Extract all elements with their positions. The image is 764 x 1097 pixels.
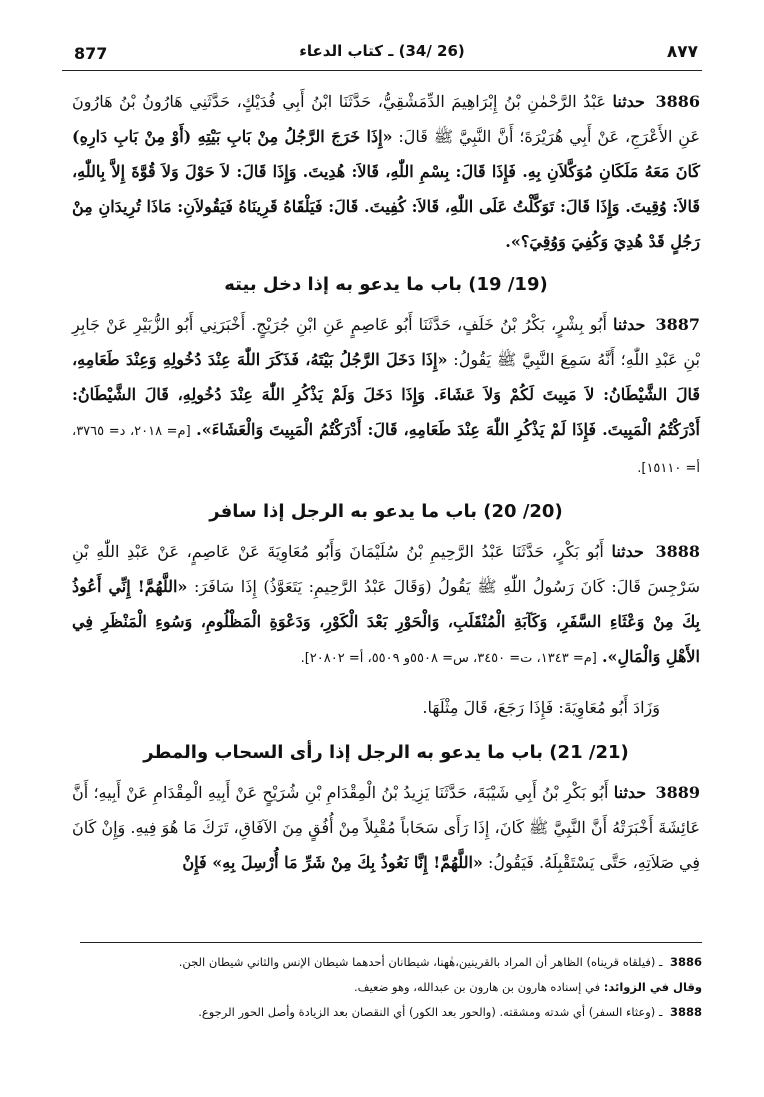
hadith-3889: [72, 775, 700, 880]
footnote-divider: [80, 942, 702, 943]
footnote-text: في إسناده هارون بن هارون بن عبدالله، وهو ضعيف.: [354, 980, 601, 994]
hadith-number: 3887: [655, 315, 701, 334]
hadith-3887: [72, 307, 700, 486]
footnote: [80, 1000, 702, 1025]
hadith-number: 3889: [655, 783, 700, 802]
isnad: أَبُو بِشْرٍ، بَكْرُ بْنُ خَلَفٍ، حَدَّثَنَا أَبُو عَاصِمٍ عَنِ ابْنِ جُرَيْجٍ. أَخْبَرَنِي أَبُو الزُّبَيْرِ عَنْ جَابِرِ بْنِ عَبْدِ اللّٰهِ؛ أَنَّهُ سَمِعَ النَّبِيَّ ﷺ يَقُولُ:: [72, 315, 701, 369]
isnad: أَبُو بَكْرِ بْنُ أَبِي شَيْبَةَ، حَدَّثَنَا يَزِيدُ بْنُ الْمِقْدَامِ بْنِ شُرَيْحٍ عَنْ أَبِيهِ الْمِقْدَامِ عَنْ أَبِيهِ؛ أَنَّ عَائِشَةَ أَخْبَرَتْهُ أَنَّ النَّبِيَّ ﷺ كَانَ، إِذَا رَأَى سَحَاباً مُقْبِلاً مِنْ أُفُقٍ مِنَ الآفَاقِ، تَرَكَ مَا هُوَ فِيهِ. وَإِنْ كَانَ فِي صَلاَتِهِ، حَتَّى يَسْتَقْبِلَهُ. فَيَقُولُ:: [72, 783, 700, 872]
footnote: [80, 975, 702, 1000]
hadith-label: حدثنا: [612, 92, 645, 111]
matn: «اللَّهُمَّ! إِنِّي أَعُوذُ بِكَ مِنْ وَعْثَاءِ السَّفَرِ، وَكَآبَةِ الْمُنْقَلَبِ، وَالْحَوْرِ بَعْدَ الْكَوْرِ، وَدَعْوَةِ الْمَظْلُومِ، وَسُوءِ الْمَنْظَرِ فِي الأَهْلِ وَالْمَالِ».: [72, 577, 700, 666]
footnote-text: ـ (وعثاء السفر) أي شدته ومشقته. (والحور بعد الكور) أي النقصان بعد الزيادة وأصل الحور الرجوع.: [198, 1005, 663, 1019]
hadith-3888: [72, 534, 700, 676]
page-number-latin: 877: [74, 44, 108, 63]
cross-references: [م= ١٣٤٣، ت= ٣٤٥٠، س= ٥٥٠٨و ٥٥٠٩، أ= ٢٠٨٠٢].: [300, 651, 597, 666]
chapter-heading: (20/ 20) باب ما يدعو به الرجل إذا سافر: [209, 501, 563, 522]
footnote-label: وقال في الزوائد:: [603, 980, 702, 994]
chapter-heading: (21/ 21) باب ما يدعو به الرجل إذا رأى السحاب والمطر: [143, 742, 629, 763]
hadith-3886: [72, 84, 700, 259]
footnote-text: ـ (فيلقاه قريناه) الظاهر أن المراد بالقرينين،هٰهنا، شيطانان أحدهما شيطان الإنس والثاني شيطان الجن.: [178, 955, 663, 969]
narrator-addition: وَزَادَ أَبُو مُعَاوِيَةَ: فَإِذَا رَجَعَ، قَالَ مِثْلَهَا.: [422, 698, 660, 717]
header-divider: [62, 70, 702, 71]
page-number-arabic: ٨٧٧: [666, 42, 698, 62]
hadith-label: حدثنا: [612, 315, 646, 334]
isnad: أَبُو بَكْرٍ، حَدَّثَنَا عَبْدُ الرَّحِيمِ بْنُ سُلَيْمَانَ وَأَبُو مُعَاوِيَةَ عَنْ عَاصِمٍ، عَنْ عَبْدِ اللّٰهِ بْنِ سَرْجِسَ قَالَ: كَانَ رَسُولُ اللّٰهِ ﷺ يَقُولُ (وَقَالَ عَبْدُ الرَّحِيمِ: يَتَعَوَّذُ) إِذَا سَافَرَ:: [72, 542, 700, 596]
footnotes: [80, 950, 702, 1025]
footnote-number: 3888: [669, 1005, 702, 1019]
hadith-label: حدثنا: [613, 783, 647, 802]
matn: «إِذَا خَرَجَ الرَّجُلُ مِنْ بَابِ بَيْتِهِ (أَوْ مِنْ بَابِ دَارِهِ) كَانَ مَعَهُ مَلَكَانِ مُوَكَّلاَنِ بِهِ. فَإِذَا قَالَ: بِسْمِ اللّٰهِ، قَالاَ: هُدِيتَ. وَإِذَا قَالَ: لاَ حَوْلَ وَلاَ قُوَّةَ إِلاَّ بِاللّٰهِ، قَالاَ: وُقِيتَ. وَإِذَا قَالَ: تَوَكَّلْتُ عَلَى اللّٰهِ، قَالاَ: كُفِيتَ. قَالَ: فَيَلْقَاهُ قَرِينَاهُ فَيَقُولاَنِ: مَاذَا تُرِيدَانِ مِنْ رَجُلٍ قَدْ هُدِيَ وَكُفِيَ وَوُقِيَ؟».: [72, 127, 700, 251]
running-title: (26 /34) ـ كتاب الدعاء: [299, 42, 465, 60]
cross-references: [م= ٢٠١٨، د= ٣٧٦٥، أ= ١٥١١٠].: [72, 424, 700, 476]
main-text: [72, 84, 700, 880]
hadith-label: حدثنا: [611, 542, 644, 561]
chapter-heading: (19/ 19) باب ما يدعو به إذا دخل بيته: [224, 274, 548, 295]
hadith-number: 3888: [655, 542, 701, 561]
hadith-number: 3886: [655, 92, 700, 111]
matn: «إِذَا دَخَلَ الرَّجُلُ بَيْتَهُ، فَذَكَرَ اللّٰهَ عِنْدَ دُخُولِهِ وَعِنْدَ طَعَامِهِ، قَالَ الشَّيْطَانُ: لاَ مَبِيتَ لَكُمْ وَلاَ عَشَاءَ. وَإِذَا دَخَلَ وَلَمْ يَذْكُرِ اللّٰهَ عِنْدَ دُخُولِهِ، قَالَ الشَّيْطَانُ: أَدْرَكْتُمُ الْمَبِيتَ. فَإِذَا لَمْ يَذْكُرِ اللّٰهَ عِنْدَ طَعَامِهِ، قَالَ: أَدْرَكْتُمُ الْمَبِيتَ وَالْعَشَاءَ».: [72, 350, 700, 439]
footnote: [80, 950, 702, 975]
footnote-number: 3886: [669, 955, 702, 969]
isnad: عَبْدُ الرَّحْمٰنِ بْنُ إِبْرَاهِيمَ الدِّمَشْقِيُّ، حَدَّثَنَا ابْنُ أَبِي فُدَيْكٍ، حَدَّثَنِي هَارُونُ بْنُ هَارُونَ عَنِ الأَعْرَجِ، عَنْ أَبِي هُرَيْرَةَ؛ أَنَّ النَّبِيَّ ﷺ قَالَ:: [72, 92, 701, 146]
page-header: [62, 40, 702, 68]
matn: «اللَّهُمَّ! إِنَّا نَعُوذُ بِكَ مِنْ شَرِّ مَا أُرْسِلَ بِهِ» فَإِنْ: [182, 853, 483, 872]
